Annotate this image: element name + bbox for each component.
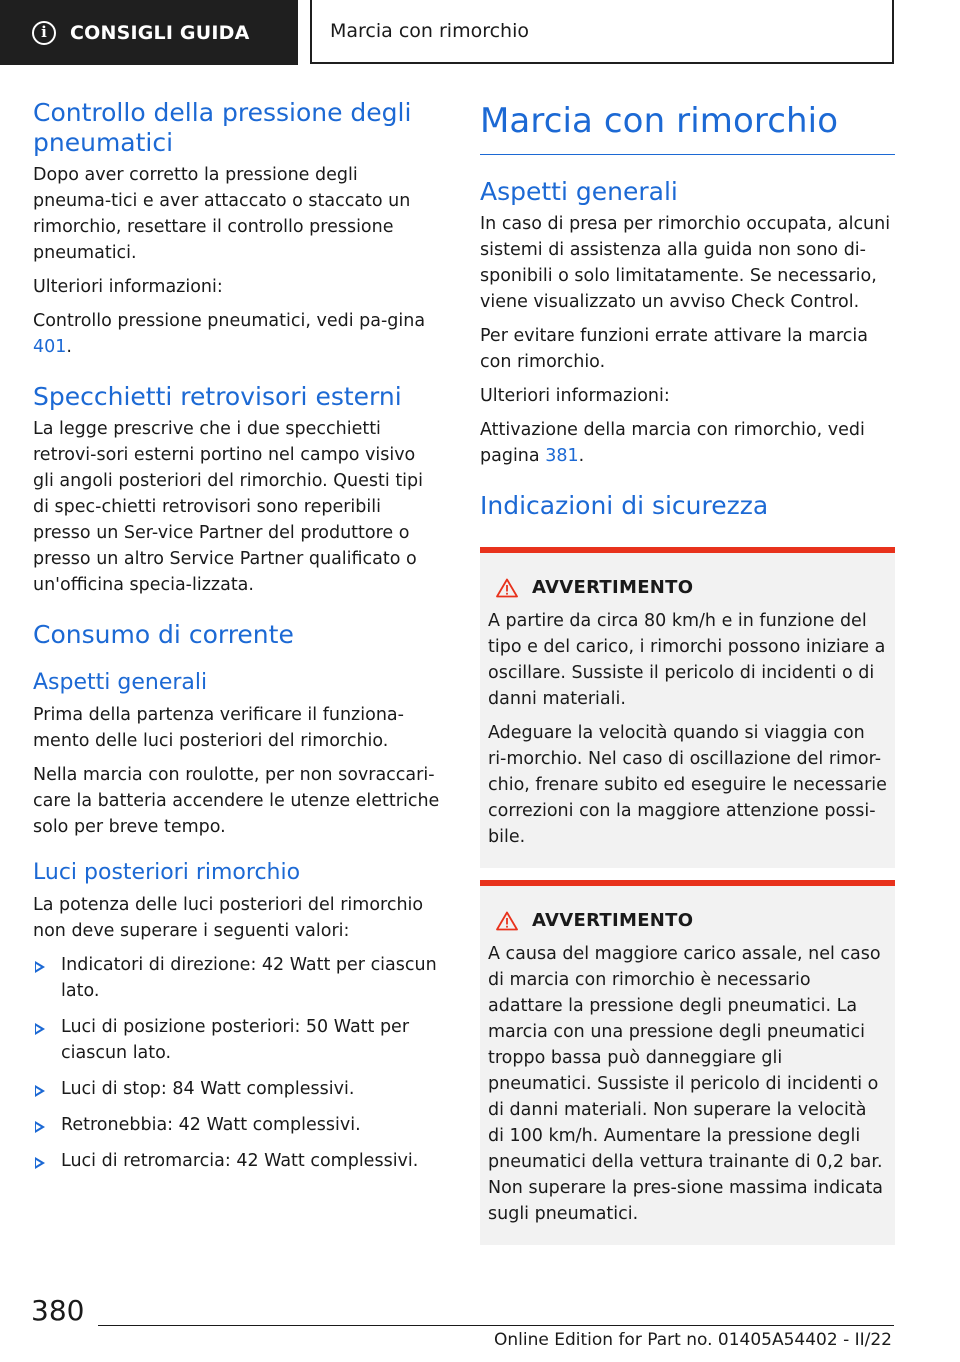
tire-pressure-ref xyxy=(33,308,441,360)
general-aspects-heading: Aspetti generali xyxy=(480,177,678,206)
right-column xyxy=(480,98,895,1245)
list-item: Luci di stop: 84 Watt complessivi. xyxy=(33,1076,441,1102)
ref-end: . xyxy=(578,446,585,466)
list-item: Indicatori di direzione: 42 Watt per ciascun lato. xyxy=(33,952,441,1004)
warning-triangle-icon xyxy=(496,911,518,931)
list-item: Luci di retromarcia: 42 Watt complessivi. xyxy=(33,1148,441,1174)
triangle-bullet-icon xyxy=(35,1085,45,1097)
mirrors-heading: Specchietti retrovisori esterni xyxy=(33,382,402,411)
triangle-bullet-icon xyxy=(35,1121,45,1133)
warning-header xyxy=(488,577,887,598)
chapter-header-title: Marcia con rimorchio xyxy=(330,20,529,42)
warning-text: A causa del maggiore carico assale, nel caso di marcia con rimorchio è necessario adattare la pressione degli pneumatici. La marcia con una pressione degli pneumatici troppo bassa può danneggiare gli pneumatici. Sussiste il pericolo di incidenti o di danni materiali. Non superare la velocità di 100 km/h. Aumentare la pressione degli pneumatici della vettura trainante di 0,2 bar. Non superare la pres-sione massima indicata sugli pneumatici. xyxy=(488,944,884,1224)
warning-title: AVVERTIMENTO xyxy=(532,910,694,931)
list-item: Luci di posizione posteriori: 50 Watt per ciascun lato. xyxy=(33,1014,441,1066)
tire-pressure-heading: Controllo della pressione degli pneumatici xyxy=(33,98,412,157)
trailer-lights-text: La potenza delle luci posteriori del rimorchio non deve superare i seguenti valori: xyxy=(33,895,424,941)
warning-header xyxy=(488,910,887,931)
info-icon: i xyxy=(32,21,56,45)
triangle-bullet-icon xyxy=(35,1023,45,1035)
general-text-2: Per evitare funzioni errate attivare la marcia con rimorchio. xyxy=(480,326,869,372)
left-column xyxy=(33,98,441,1184)
general-aspects-subheading: Aspetti generali xyxy=(33,670,208,695)
warning-text: A partire da circa 80 km/h e in funzione del tipo e del carico, i rimorchi possono iniziare a oscillare. Sussiste il pericolo di incidenti o di danni materiali. xyxy=(488,611,886,709)
triangle-bullet-icon xyxy=(35,1157,45,1169)
footer-divider xyxy=(98,1325,894,1326)
safety-heading: Indicazioni di sicurezza xyxy=(480,491,769,520)
section-title: CONSIGLI GUIDA xyxy=(70,21,250,44)
general-text-1: In caso di presa per rimorchio occupata, alcuni sistemi di assistenza alla guida non sono di-sponibili o solo limitatamente. Se necessario, viene visualizzato un avviso Check Control. xyxy=(480,214,891,312)
warning-triangle-icon xyxy=(496,578,518,598)
power-text-1: Prima della partenza verificare il funziona-mento delle luci posteriori del rimorchio. xyxy=(33,705,404,751)
warning-title: AVVERTIMENTO xyxy=(532,577,694,598)
ref-text: Attivazione della marcia con rimorchio, vedi pagina xyxy=(480,420,865,466)
tire-pressure-text: Dopo aver corretto la pressione degli pneuma-tici e aver attaccato o staccato un rimorchio, resettare il controllo pressione pneumatici. xyxy=(33,165,411,263)
trailer-lights-subheading: Luci posteriori rimorchio xyxy=(33,860,301,885)
ref-end: . xyxy=(66,337,72,357)
chapter-header xyxy=(310,0,894,64)
warning-text: Adeguare la velocità quando si viaggia con ri-morchio. Nel caso di oscillazione del rimor-chio, frenare subito ed eseguire le necessarie correzioni con la maggiore attenzione possi-bile. xyxy=(488,723,887,847)
power-text-2: Nella marcia con roulotte, per non sovraccari-care la batteria accendere le utenze elettriche solo per breve tempo. xyxy=(33,765,440,837)
warning-box xyxy=(480,547,895,868)
more-info-label: Ulteriori informazioni: xyxy=(480,386,670,406)
trailer-lights-list xyxy=(33,952,441,1174)
mirrors-text: La legge prescrive che i due specchietti retrovi-sori esterni portino nel campo visivo gli angoli posteriori del rimorchio. Questi tipi di spec-chietti retrovisori sono reperibili presso un Ser-vice Partner del produttore o presso un altro Service Partner qualificato o un'officina specia-lizzata. xyxy=(33,419,424,595)
triangle-bullet-icon xyxy=(35,961,45,973)
power-consumption-heading: Consumo di corrente xyxy=(33,620,294,649)
edition-text: Online Edition for Part no. 01405A54402 - II/22 xyxy=(493,1330,892,1350)
more-info-label: Ulteriori informazioni: xyxy=(33,277,223,297)
page-link-381[interactable]: 381 xyxy=(545,446,579,466)
ref-text: Controllo pressione pneumatici, vedi pa-gina xyxy=(33,311,426,331)
section-header xyxy=(0,0,298,65)
warning-box xyxy=(480,880,895,1245)
page-link-401[interactable]: 401 xyxy=(33,337,67,357)
list-item: Retronebbia: 42 Watt complessivi. xyxy=(33,1112,441,1138)
page-number: 380 xyxy=(31,1294,85,1327)
chapter-title: Marcia con rimorchio xyxy=(480,98,895,155)
activation-ref xyxy=(480,417,895,469)
